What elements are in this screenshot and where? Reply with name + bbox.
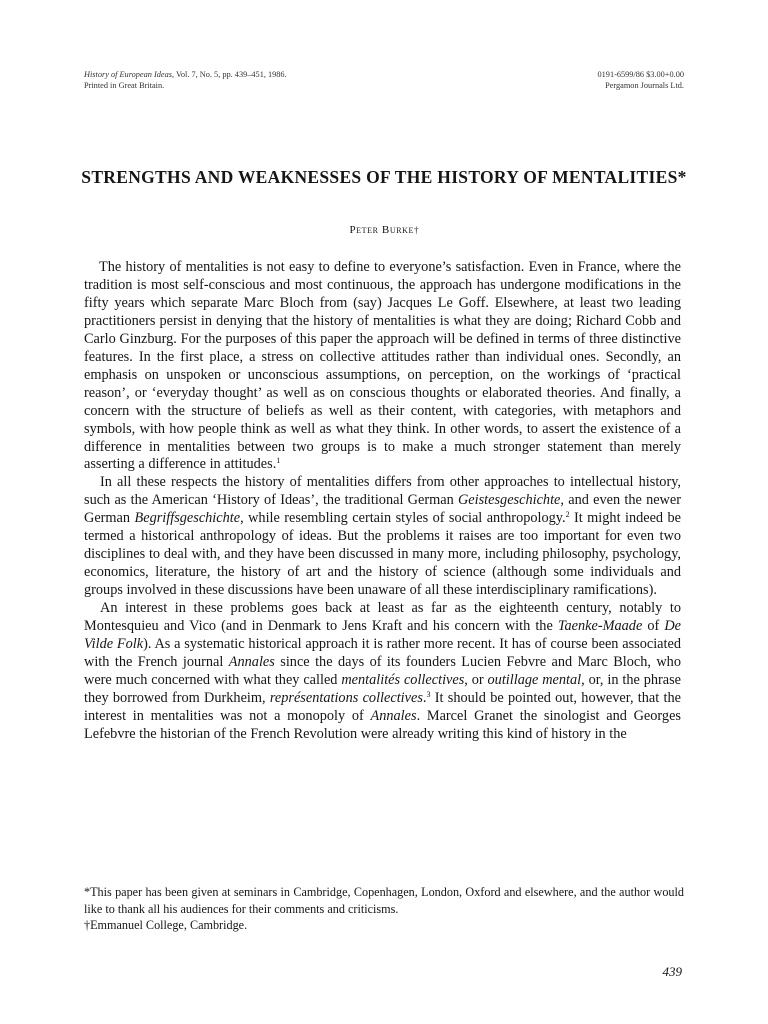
article-title: STRENGTHS AND WEAKNESSES OF THE HISTORY OF MENTALITIES* bbox=[81, 167, 687, 187]
paragraph-1 bbox=[84, 259, 681, 474]
paragraph-3-text: An interest in these problems goes back at least as far as the eighteenth century, notably to Montesquieu and Vico (and in Denmark to Jens Kraft and his concern with the bbox=[84, 600, 681, 635]
issn-price: 0191-6599/86 $3.00+0.00 bbox=[597, 70, 684, 79]
paragraph-2-text: , and even the newer German bbox=[84, 492, 681, 527]
article-body bbox=[84, 259, 681, 744]
term-geistesgeschichte: Geistesgeschichte bbox=[457, 492, 561, 509]
running-header-left bbox=[84, 69, 287, 91]
running-header-right bbox=[598, 69, 685, 91]
term-taenke-maade: Taenke-Maade bbox=[557, 618, 643, 635]
paragraph-3-text: , or bbox=[464, 671, 488, 688]
paragraph-2-text: In all these respects the history of mentalities differs from other approaches to intellectual history, such as the American ‘History of Ideas’, the traditional German bbox=[84, 474, 681, 509]
page-number: 439 bbox=[662, 964, 682, 979]
term-annales: Annales bbox=[370, 707, 417, 724]
footnote-star: *This paper has been given at seminars in Cambridge, Copenhagen, London, Oxford and elsewhere, and the author would like to thank all his audiences for their comments and criticisms. bbox=[84, 885, 684, 916]
paragraph-3 bbox=[84, 600, 681, 744]
paragraph-2-text: It might indeed be termed a historical anthropology of ideas. But the problems it raises are too important for even two disciplines to deal with, and they have been discussed in many more, including philosophy, psychology, economics, literature, the history of art and the history of science (although some individuals and groups involved in these discussions have been unaware of all these interdisciplinary ramifications). bbox=[84, 510, 681, 599]
publisher: Pergamon Journals Ltd. bbox=[605, 81, 684, 90]
paragraph-3-text: , or, in the phrase they borrowed from Durkheim, bbox=[84, 671, 682, 706]
footnote-ref-2: 2 bbox=[565, 510, 570, 520]
paragraph-3-text: since the days of its founders Lucien Febvre and Marc Bloch, who were much concerned with what they called bbox=[84, 653, 681, 688]
footnote-ref-1: 1 bbox=[276, 456, 281, 466]
citation-line bbox=[84, 69, 287, 80]
term-de-vilde-folk: De Vilde Folk bbox=[84, 618, 681, 653]
author-footnote-mark: † bbox=[414, 225, 419, 235]
journal-name: History of European Ideas bbox=[84, 70, 172, 79]
paragraph-3-text: ). As a systematic historical approach it is rather more recent. It has of course been associated with the French journal bbox=[84, 636, 681, 670]
paragraph-3-text: It should be pointed out, however, that the interest in mentalities was not a monopoly of bbox=[84, 689, 681, 724]
term-annales: Annales bbox=[228, 653, 275, 670]
paragraph-1-text: The history of mentalities is not easy to define to everyone’s satisfaction. Even in France, where the tradition is most self-conscious and most continuous, the approach has undergone modifications in the fifty years which separate Marc Bloch from (say) Jacques Le Goff. Elsewhere, at least two leading practitioners persist in denying that the history of mentalities is what they are doing; Richard Cobb and Carlo Ginzburg. For the purposes of this paper the approach will be defined in terms of three distinctive features. In the first place, a stress on collective attitudes rather than individual ones. Secondly, an emphasis on unspoken or unconscious assumptions, on perception, on the workings of ‘practical reason’, or ‘everyday thought’ as well as on conscious thoughts or elaborated theories. And finally, a concern with the structure of beliefs as well as their content, with categories, with metaphors and symbols, with how people think as well as what they think. In other words, to assert the existence of a difference in mentalities between two groups is to make a much stronger statement than merely asserting a difference in attitudes. bbox=[84, 259, 681, 473]
footnotes bbox=[84, 884, 684, 934]
term-mentalites-collectives: mentalités collectives bbox=[341, 671, 465, 688]
printed-line: Printed in Great Britain. bbox=[84, 81, 165, 90]
paragraph-3-text: . Marcel Granet the sinologist and Georges Lefebvre the historian of the French Revolution were already writing this kind of history in the bbox=[84, 707, 681, 742]
footnote-dagger: †Emmanuel College, Cambridge. bbox=[84, 918, 248, 932]
term-outillage-mental: outillage mental bbox=[487, 671, 582, 688]
paragraph-3-text: of bbox=[642, 618, 665, 635]
paragraph-2 bbox=[84, 474, 681, 600]
term-representations-collectives: représentations collectives bbox=[269, 689, 423, 706]
paragraph-2-text: , while resembling certain styles of social anthropology. bbox=[240, 510, 566, 527]
footnote-ref-3: 3 bbox=[426, 689, 431, 699]
author-name: Peter Burke bbox=[349, 224, 415, 236]
volume-pages: , Vol. 7, No. 5, pp. 439–451, 1986. bbox=[171, 70, 287, 79]
author-line bbox=[84, 224, 684, 236]
term-begriffsgeschichte: Begriffsgeschichte bbox=[134, 510, 241, 527]
paragraph-3-text: . bbox=[422, 689, 427, 706]
